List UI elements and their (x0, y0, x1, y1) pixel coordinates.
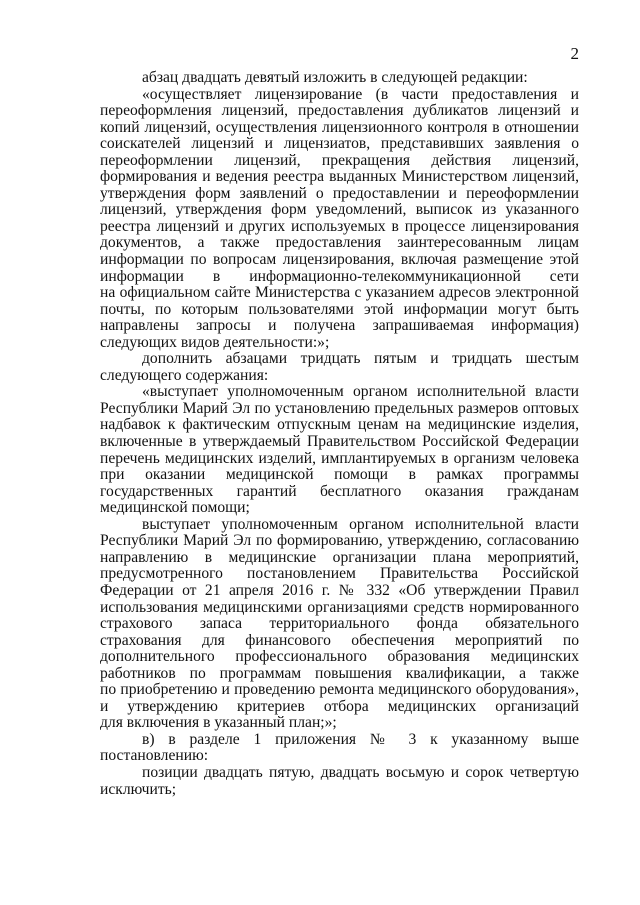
text-line: по приобретению и проведению ремонта медицинского оборудования», (100, 682, 579, 699)
text-line: реестра лицензий и других используемых в процессе лицензирования (100, 218, 579, 235)
text-line: информации по вопросам лицензирования, включая размещение этой (100, 252, 579, 269)
text-line: лицензий, утверждения форм уведомлений, выписок из указанного (100, 202, 579, 219)
text-line: дополнительного профессионального образования медицинских (100, 649, 579, 666)
text-line: следующих видов деятельности:»; (100, 333, 330, 351)
text-line: использования медицинскими организациями средств нормированного (100, 599, 579, 616)
text-line: следующего содержания: (100, 366, 269, 384)
document-body (100, 70, 579, 798)
text-line: работников по программам повышения квалификации, а также (100, 665, 579, 682)
text-line: «осуществляет лицензирование (в части предоставления и (142, 86, 579, 103)
text-line: выступает уполномоченным органом исполнительной власти (142, 516, 579, 533)
text-line: Республики Марий Эл по формированию, утверждению, согласованию (100, 533, 579, 550)
text-line: постановлению: (100, 747, 209, 765)
page-number: 2 (570, 44, 579, 63)
text-line: дополнить абзацами тридцать пятым и тридцать шестым (142, 351, 579, 368)
text-line: «выступает уполномоченным органом исполнительной власти (142, 384, 579, 401)
text-line: Федерации от 21 апреля 2016 г. № 332 «Об утверждении Правил (100, 582, 579, 599)
text-line: при оказании медицинской помощи в рамках программы (100, 467, 579, 484)
text-line: формирования и ведения реестра выданных Министерством лицензий, (100, 169, 579, 186)
text-line: исключить; (100, 780, 177, 798)
text-line: почты, по которым пользователями этой информации могут быть (100, 301, 579, 318)
text-line: направлены запросы и получена запрашиваемая информация) (100, 318, 579, 335)
text-line: переоформления лицензий, предоставления дубликатов лицензий и (100, 103, 579, 120)
text-line: переоформлении лицензий, прекращения действия лицензий, (100, 152, 579, 169)
text-line: для включения в указанный план;»; (100, 714, 337, 732)
text-line: направлению в медицинские организации плана мероприятий, (100, 549, 579, 566)
text-line: надбавок к фактическим отпускным ценам на медицинские изделия, (100, 417, 579, 434)
text-line: соискателей лицензий и лицензиатов, представивших заявления о (100, 136, 579, 153)
text-line: позиции двадцать пятую, двадцать восьмую и сорок четвертую (142, 764, 579, 781)
text-line: документов, а также предоставления заинтересованным лицам (100, 235, 579, 252)
text-line: в) в разделе 1 приложения № 3 к указанному выше (142, 731, 579, 748)
text-line: перечень медицинских изделий, имплантируемых в организм человека (100, 450, 579, 467)
text-line: абзац двадцать девятый изложить в следующей редакции: (142, 69, 528, 86)
text-line: медицинской помощи; (100, 499, 250, 517)
text-line: Республики Марий Эл по установлению предельных размеров оптовых (100, 400, 579, 417)
text-line: страхового запаса территориального фонда обязательного (100, 616, 579, 633)
text-line: и утверждению критериев отбора медицинских организаций (100, 698, 579, 715)
text-line: предусмотренного постановлением Правительства Российской (100, 566, 579, 583)
text-line: копий лицензий, осуществления лицензионного контроля в отношении (100, 119, 579, 136)
text-line: включенные в утверждаемый Правительством Российской Федерации (100, 434, 579, 451)
text-line: информации в информационно-телекоммуникационной сети (100, 268, 579, 285)
text-line: государственных гарантий бесплатного оказания гражданам (100, 483, 579, 500)
text-line: на официальном сайте Министерства с указанием адресов электронной (100, 285, 579, 302)
text-line: утверждения форм заявлений о предоставлении и переоформлении (100, 185, 579, 202)
text-line: страхования для финансового обеспечения мероприятий по (100, 632, 579, 649)
